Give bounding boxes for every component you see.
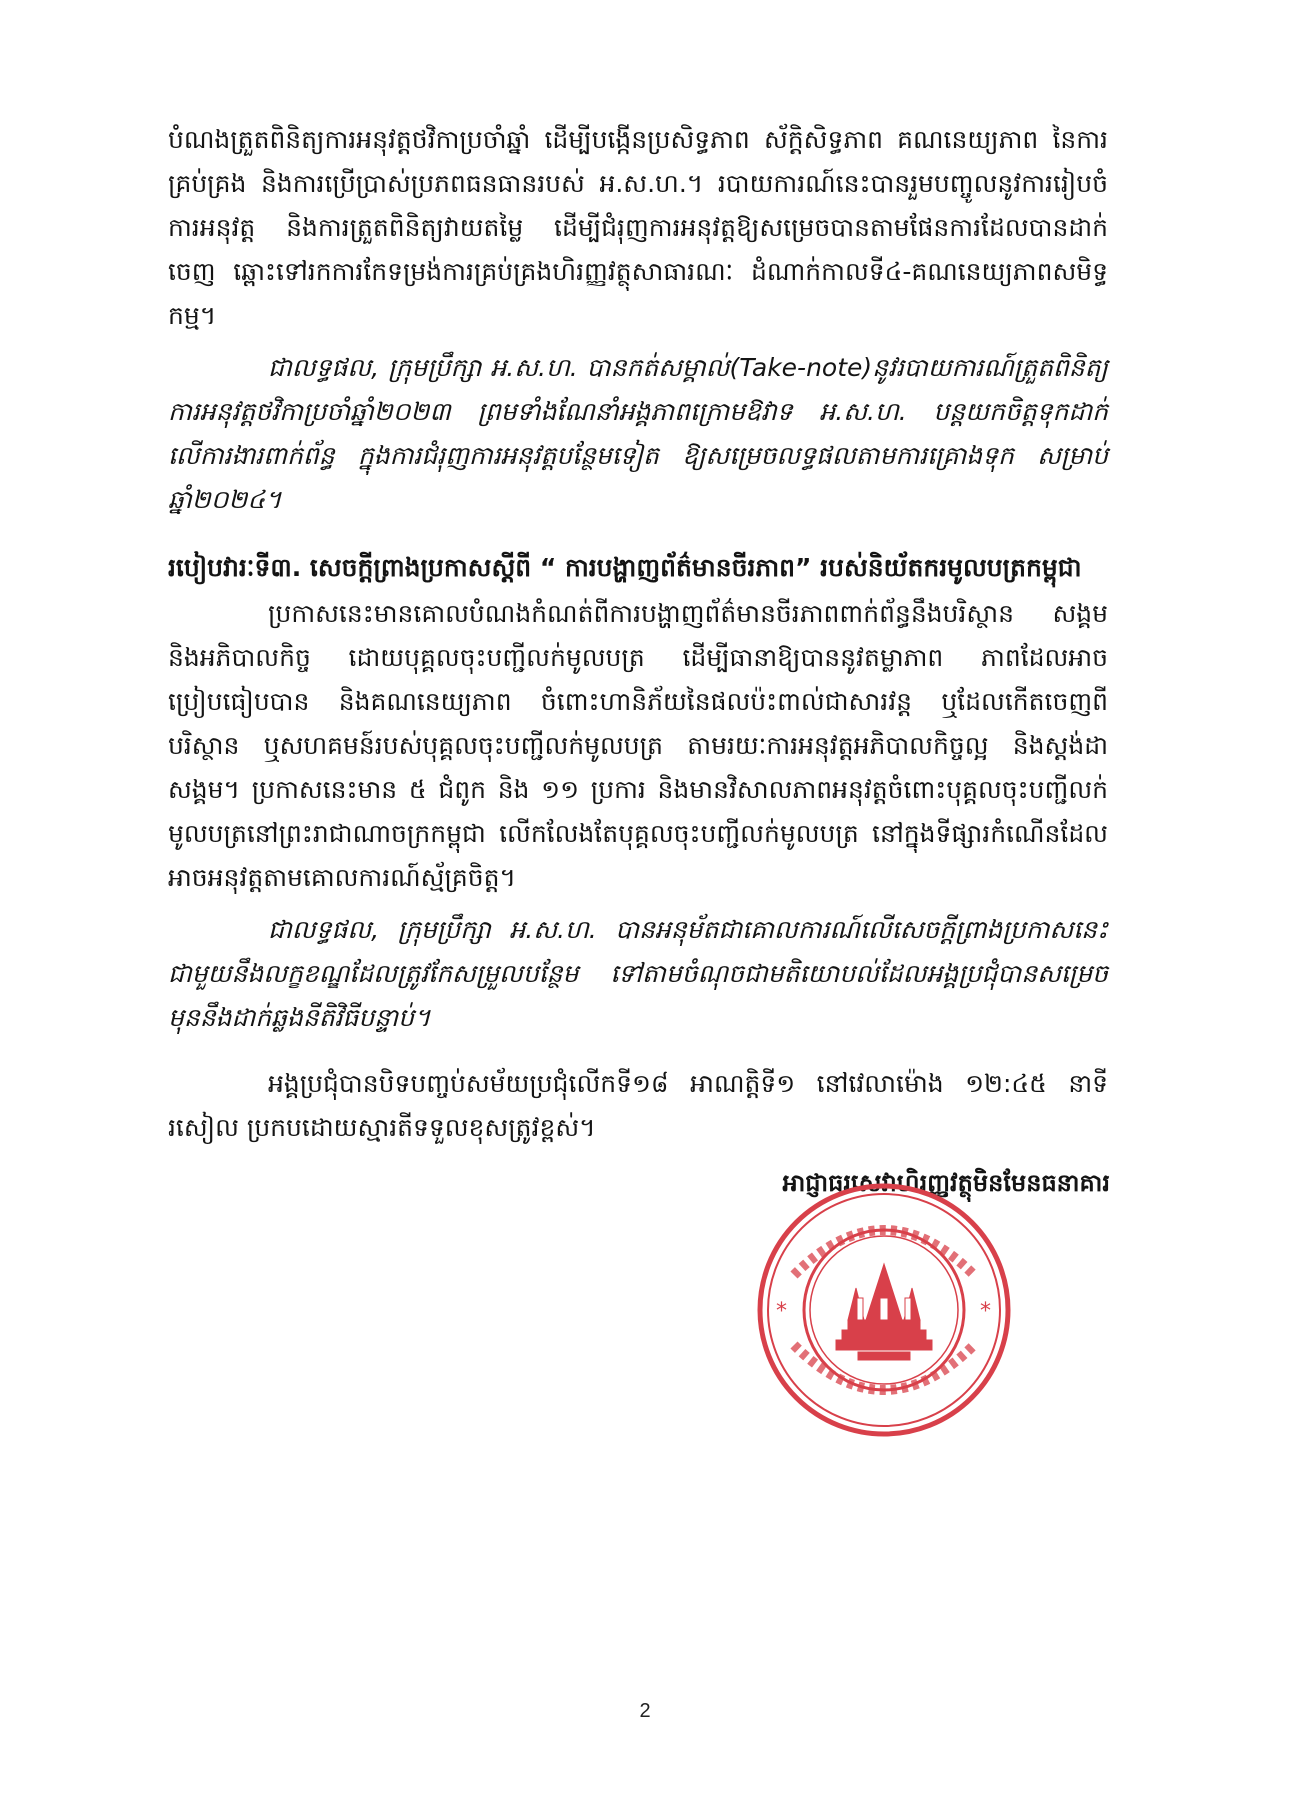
paragraph-sustainability-disclosure: ប្រកាសនេះមានគោលបំណងកំណត់ពីការបង្ហាញព័ត៌មានចីរភាពពាក់ព័ន្ធនឹងបរិស្ថាន សង្គម និងអភិបាលកិច្ច ដោយបុគ្គលចុះបញ្ជីលក់មូលបត្រ ដើម្បីធានាឱ្យបាននូវតម្លាភាព ភាពដែលអាចប្រៀបធៀបបាន និងគណនេយ្យភាព ចំពោះហានិភ័យនៃផលប៉ះពាល់ជាសារវន្ត ឬដែលកើតចេញពីបរិស្ថាន ឬសហគមន៍របស់បុគ្គលចុះបញ្ជីលក់មូលបត្រ តាមរយៈការអនុវត្តអភិបាលកិច្ចល្អ និងស្តង់ដាសង្គម។ ប្រកាសនេះមាន ៥ ជំពូក និង ១១ ប្រការ និងមានវិសាលភាពអនុវត្តចំពោះបុគ្គលចុះបញ្ជីលក់មូលបត្រនៅព្រះរាជាណាចក្រកម្ពុជា លើកលែងតែបុគ្គលចុះបញ្ជីលក់មូលបត្រ នៅក្នុងទីផ្សារកំណើនដែលអាចអនុវត្តតាមគោលការណ៍ស្ម័គ្រចិត្ត។ <box>168 599 1108 892</box>
paragraph-budget-review: បំណងត្រួតពិនិត្យការអនុវត្តថវិកាប្រចាំឆ្នាំ ដើម្បីបង្កើនប្រសិទ្ធភាព ស័ក្តិសិទ្ធភាព គណនេយ្យភាព នៃការគ្រប់គ្រង និងការប្រើប្រាស់ប្រភពធនធានរបស់ អ.ស.ហ.។ របាយការណ៍នេះបានរួមបញ្ចូលនូវការរៀបចំ ការអនុវត្ត និងការត្រួតពិនិត្យវាយតម្លៃ ដើម្បីជំរុញការអនុវត្តឱ្យសម្រេចបានតាមផែនការដែលបានដាក់ចេញ ឆ្ពោះទៅរកការកែទម្រង់ការគ្រប់គ្រងហិរញ្ញវត្ថុសាធារណៈ ដំណាក់កាលទី៤-គណនេយ្យភាពសមិទ្ធកម្ម។ <box>168 125 1108 330</box>
paragraph-result-approval: ជាលទ្ធផល, ក្រុមប្រឹក្សា អ.ស.ហ. បានអនុម័តជាគោលការណ៍លើសេចក្តីព្រាងប្រកាសនេះ ជាមួយនឹងលក្ខខណ្ឌដែលត្រូវកែសម្រួលបន្ថែម ទៅតាមចំណុចជាមតិយោបល់ដែលអង្គប្រជុំបានសម្រេច មុននឹងដាក់ឆ្លងនីតិវិធីបន្ទាប់។ <box>168 915 1108 1032</box>
signatory-title: អាជ្ញាធរសេវាហិរញ្ញវត្ថុមិនមែនធនាគារ <box>782 1169 1110 1197</box>
paragraph-meeting-closure: អង្គប្រជុំបានបិទបញ្ចប់សម័យប្រជុំលើកទី១៨ អាណត្តិទី១ នៅវេលាម៉ោង ១២:៤៥ នាទីរសៀល ប្រកបដោយស្មារតីទទួលខុសត្រូវខ្ពស់។ <box>168 1069 1108 1142</box>
agenda-item-3-heading: របៀបវារៈទី៣. សេចក្តីព្រាងប្រកាសស្តីពី “ ការបង្ហាញព័ត៌មានចីរភាព” របស់និយ័តករមូលបត្រកម្ពុជា <box>168 553 1082 582</box>
page-number: 2 <box>639 1700 651 1722</box>
svg-text:*: * <box>980 1299 991 1324</box>
svg-text:*: * <box>776 1299 787 1324</box>
paragraph-result-take-note: ជាលទ្ធផល, ក្រុមប្រឹក្សា អ.ស.ហ. បានកត់សម្គាល់(Take-note)នូវរបាយការណ៍ត្រួតពិនិត្យការអនុវត្តថវិកាប្រចាំឆ្នាំ២០២៣ ព្រមទាំងណែនាំអង្គភាពក្រោមឱវាទ អ.ស.ហ. បន្តយកចិត្តទុកដាក់លើការងារពាក់ព័ន្ធ ក្នុងការជំរុញការអនុវត្តបន្ថែមទៀត ឱ្យសម្រេចលទ្ធផលតាមការគ្រោងទុក សម្រាប់ឆ្នាំ២០២៤។ <box>168 353 1108 514</box>
official-seal-icon <box>754 1180 1014 1440</box>
